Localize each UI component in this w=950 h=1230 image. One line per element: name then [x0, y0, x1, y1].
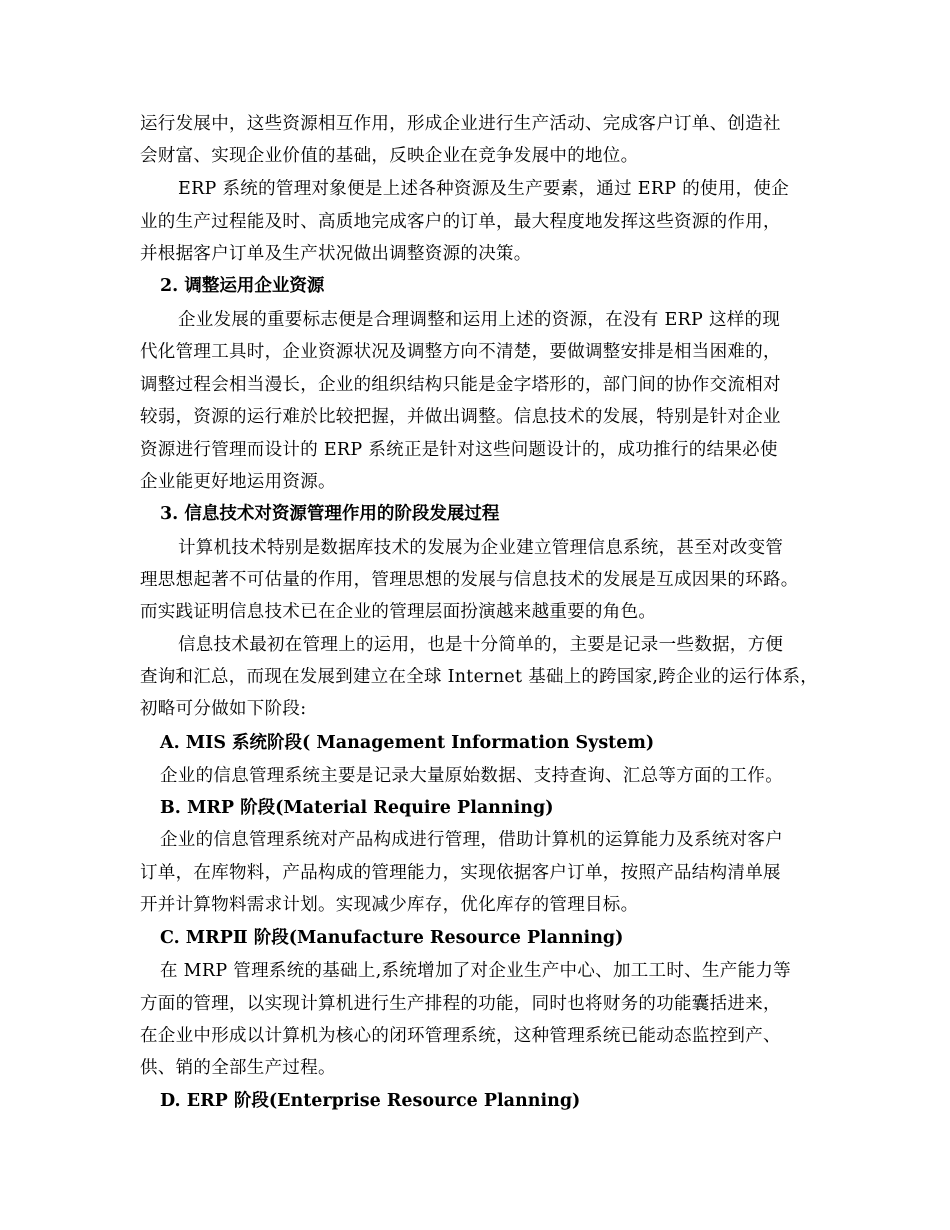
- paragraph-line: 会财富、实现企业价值的基础，反映企业在竞争发展中的地位。: [140, 146, 639, 166]
- stage-heading-b: B. MRP 阶段(Material Require Planning): [160, 798, 554, 818]
- paragraph-line: 方面的管理，以实现计算机进行生产排程的功能，同时也将财务的功能囊括进来，: [140, 994, 781, 1014]
- section-heading-2: 2. 调整运用企业资源: [160, 276, 325, 296]
- stage-heading-c: C. MRPⅡ 阶段(Manufacture Resource Planning): [160, 928, 624, 948]
- stage-heading-a: A. MIS 系统阶段( Management Information System): [160, 733, 655, 753]
- paragraph-line: 调整过程会相当漫长，企业的组织结构只能是金字塔形的，部门间的协作交流相对: [140, 375, 781, 395]
- paragraph-line: 在企业中形成以计算机为核心的闭环管理系统，这种管理系统已能动态监控到产、: [140, 1026, 781, 1046]
- section-heading-3: 3. 信息技术对资源管理作用的阶段发展过程: [160, 504, 500, 524]
- paragraph-line: ERP 系统的管理对象便是上述各种资源及生产要素，通过 ERP 的使用，使企: [178, 179, 790, 199]
- paragraph-line: 企业发展的重要标志便是合理调整和运用上述的资源，在没有 ERP 这样的现: [178, 310, 781, 330]
- paragraph-line: 运行发展中，这些资源相互作用，形成企业进行生产活动、完成客户订单、创造社: [140, 114, 781, 134]
- paragraph-line: 订单，在库物料，产品构成的管理能力，实现依据客户订单，按照产品结构清单展: [140, 863, 781, 883]
- paragraph-line: 企业能更好地运用资源。: [140, 472, 336, 492]
- paragraph-line: 在 MRP 管理系统的基础上,系统增加了对企业生产中心、加工工时、生产能力等: [160, 961, 791, 981]
- stage-heading-d: D. ERP 阶段(Enterprise Resource Planning): [160, 1091, 581, 1111]
- paragraph-line: 并根据客户订单及生产状况做出调整资源的决策。: [140, 244, 532, 264]
- paragraph-line: 开并计算物料需求计划。实现减少库存，优化库存的管理目标。: [140, 895, 639, 915]
- paragraph-line: 较弱，资源的运行难於比较把握，并做出调整。信息技术的发展，特别是针对企业: [140, 407, 781, 427]
- paragraph-line: 业的生产过程能及时、高质地完成客户的订单，最大程度地发挥这些资源的作用，: [140, 212, 781, 232]
- paragraph-line: 查询和汇总，而现在发展到建立在全球 Internet 基础上的跨国家,跨企业的运行体系，: [140, 667, 819, 687]
- paragraph-line: 理思想起著不可估量的作用，管理思想的发展与信息技术的发展是互成因果的环路。: [140, 570, 799, 590]
- paragraph-line: 企业的信息管理系统主要是记录大量原始数据、支持查询、汇总等方面的工作。: [160, 766, 783, 786]
- paragraph-line: 而实践证明信息技术已在企业的管理层面扮演越来越重要的角色。: [140, 602, 657, 622]
- paragraph-line: 企业的信息管理系统对产品构成进行管理，借助计算机的运算能力及系统对客户: [160, 830, 783, 850]
- paragraph-line: 计算机技术特别是数据库技术的发展为企业建立管理信息系统，甚至对改变管: [178, 538, 784, 558]
- paragraph-line: 信息技术最初在管理上的运用，也是十分简单的，主要是记录一些数据，方便: [178, 635, 784, 655]
- paragraph-line: 供、销的全部生产过程。: [140, 1058, 336, 1078]
- paragraph-line: 初略可分做如下阶段:: [140, 699, 307, 719]
- paragraph-line: 资源进行管理而设计的 ERP 系统正是针对这些问题设计的，成功推行的结果必使: [140, 440, 778, 460]
- paragraph-line: 代化管理工具时，企业资源状况及调整方向不清楚，要做调整安排是相当困难的，: [140, 342, 781, 362]
